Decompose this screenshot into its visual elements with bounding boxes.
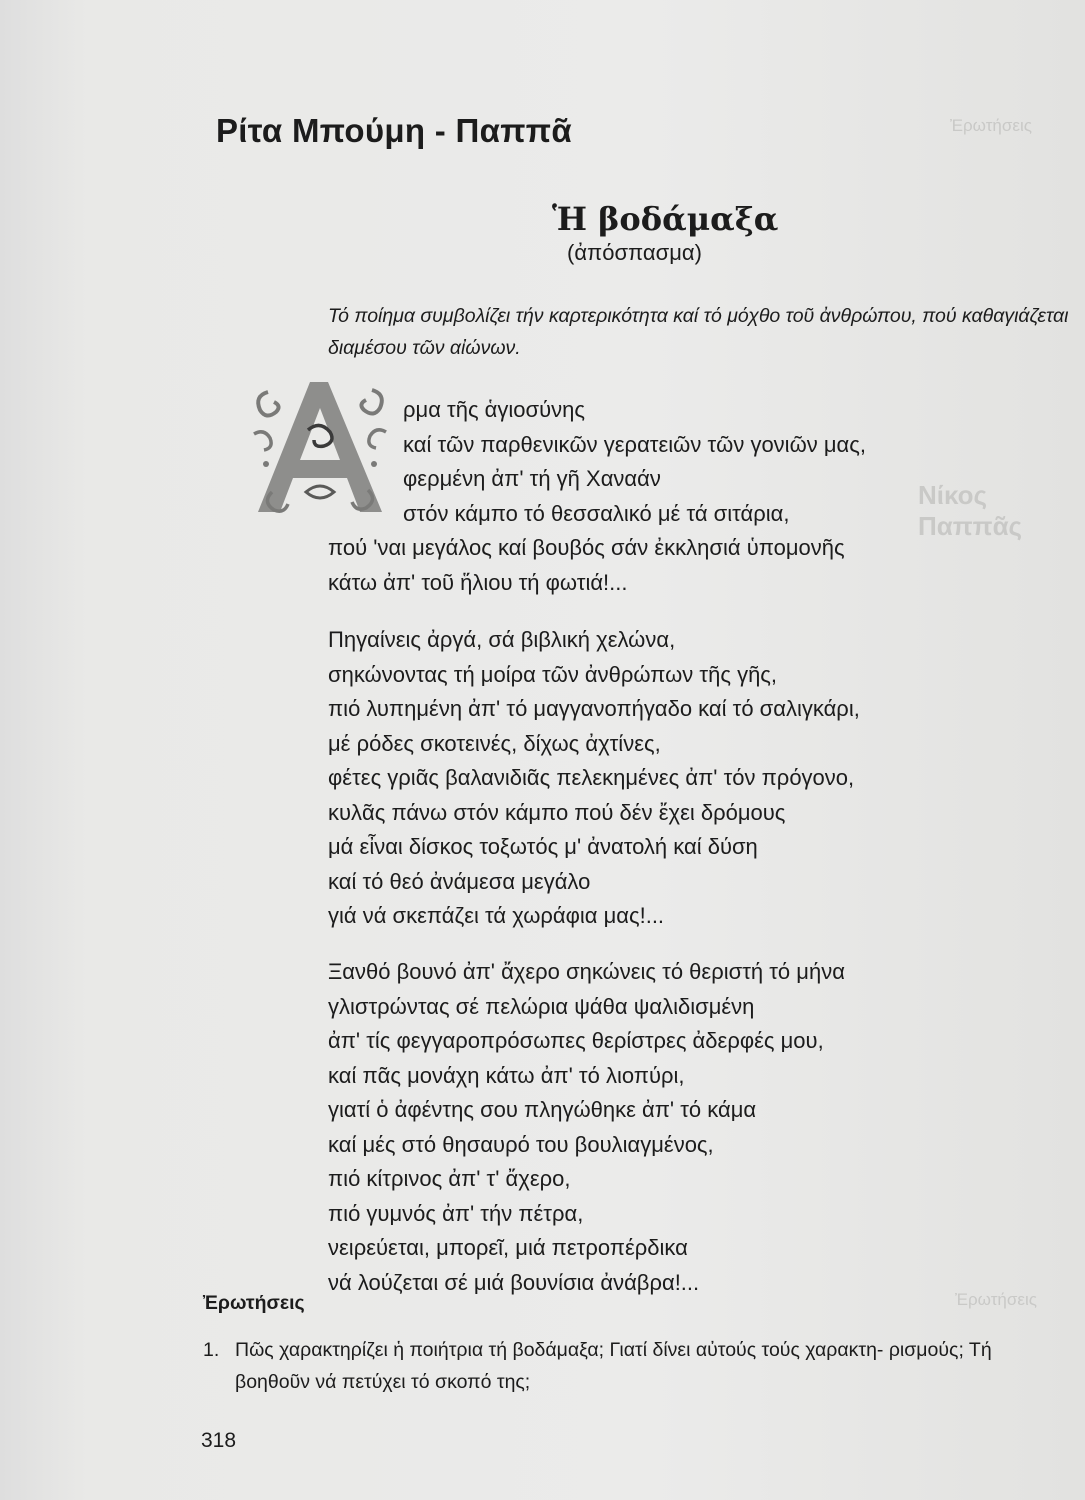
question-number: 1. xyxy=(203,1339,220,1361)
poem-line: μά εἶναι δίσκος τοξωτός μ' ἀνατολή καί δύση xyxy=(328,834,758,859)
poem-line: μέ ρόδες σκοτεινές, δίχως ἀχτίνες, xyxy=(328,730,661,756)
poem-line: γλιστρώντας σέ πελώρια ψάθα ψαλιδισμένη xyxy=(328,993,755,1019)
poem-line: Πηγαίνεις ἀργά, σά βιβλική χελώνα, xyxy=(328,627,676,652)
poem-line: νά λούζεται σέ μιά βουνίσια ἀνάβρα!... xyxy=(328,1269,700,1295)
poem-line: κάτω ἀπ' τοῦ ἥλιου τή φωτιά!... xyxy=(328,569,628,595)
poem-line: καί πᾶς μονάχη κάτω ἀπ' τό λιοπύρι, xyxy=(328,1062,685,1088)
poem-line: Ξανθό βουνό ἀπ' ἄχερο σηκώνεις τό θεριστή τό μήνα xyxy=(328,959,845,984)
page-number: 318 xyxy=(201,1429,237,1452)
poem-line: νειρεύεται, μπορεῖ, μιά πετροπέρδικα xyxy=(328,1235,688,1260)
stanza-1 xyxy=(328,393,866,600)
poem-line: φερμένη ἀπ' τή γῆ Χαναάν xyxy=(403,466,661,491)
poem-line: γιά νά σκεπάζει τά χωράφια μας!... xyxy=(328,903,665,928)
poem-line: σηκώνοντας τή μοίρα τῶν ἀνθρώπων τῆς γῆς, xyxy=(328,661,778,687)
poem-line: στόν κάμπο τό θεσσαλικό μέ τά σιτάρια, xyxy=(403,500,790,526)
questions-heading: Ἐρωτήσεις xyxy=(203,1292,305,1314)
poem-line: καί τό θεό ἀνάμεσα μεγάλο xyxy=(328,868,591,894)
poem-title: Ἡ βοδάμαξα xyxy=(552,200,779,238)
poem-line: πιό γυμνός ἀπ' τήν πέτρα, xyxy=(328,1200,584,1226)
poem-intro: Τό ποίημα συμβολίζει τήν καρτερικότητα καί τό μόχθο τοῦ ἀνθρώπου, πού καθαγιάζεται διαμέσου τῶν αἰώνων. xyxy=(328,305,1069,359)
author-name: Ρίτα Μπούμη - Παππᾶ xyxy=(216,112,572,149)
stanza-3 xyxy=(328,955,845,1300)
bleed-through-heading-2: Ἐρωτήσεις xyxy=(955,1290,1037,1309)
poem-subtitle: (ἀπόσπασμα) xyxy=(567,240,702,265)
poem-line: πού 'ναι μεγάλος καί βουβός σάν ἐκκλησιά ὑπομονῆς xyxy=(328,535,845,560)
poem-line: καί μές στό θησαυρό του βουλιαγμένος, xyxy=(328,1131,714,1157)
question-text: Πῶς χαρακτηρίζει ἡ ποιήτρια τή βοδάμαξα; Γιατί δίνει αὐτούς τούς χαρακτη- ρισμούς; Τή βοηθοῦν νά πετύχει τό σκοπό της; xyxy=(235,1339,992,1393)
poem-line: φέτες γριᾶς βαλανιδιᾶς πελεκημένες ἀπ' τόν πρόγονο, xyxy=(328,765,855,790)
stanza-2 xyxy=(328,623,860,934)
bleed-through-heading: Ἐρωτήσεις xyxy=(950,116,1032,135)
poem-line: πιό λυπημένη ἀπ' τό μαγγανοπήγαδο καί τό σαλιγκάρι, xyxy=(328,696,860,721)
poem-line: καί τῶν παρθενικῶν γερατειῶν τῶν γονιῶν μας, xyxy=(403,431,866,457)
poem-line: ρμα τῆς ἁγιοσύνης xyxy=(403,397,585,422)
poem-line: πιό κίτρινος ἀπ' τ' ἄχερο, xyxy=(328,1166,571,1191)
poem-line: γιατί ὁ ἀφέντης σου πληγώθηκε ἀπ' τό κάμα xyxy=(328,1097,757,1122)
bleed-through-poet: Νίκος Παππᾶς xyxy=(918,480,1023,541)
poem-line: κυλᾶς πάνω στόν κάμπο πού δέν ἔχει δρόμους xyxy=(328,799,786,825)
poem-line: ἀπ' τίς φεγγαροπρόσωπες θερίστρες ἀδερφές μου, xyxy=(328,1028,824,1053)
